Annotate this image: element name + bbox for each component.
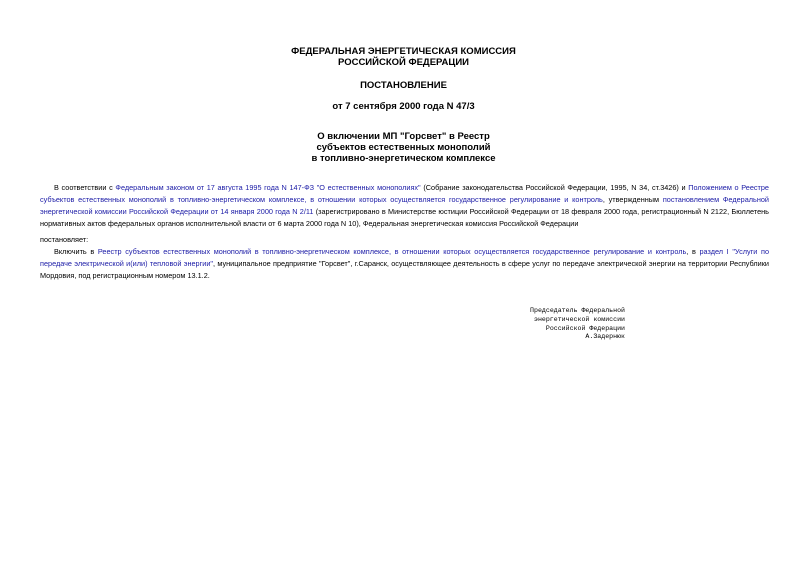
issuer-line-2: РОССИЙСКОЙ ФЕДЕРАЦИИ (337, 57, 469, 68)
signature-line-1: Председатель Федеральной (530, 307, 625, 314)
signature-line-3: Российской Федерации (545, 324, 625, 332)
preamble-paragraph (40, 182, 769, 230)
title-line-3: в топливно-энергетическом комплексе (311, 153, 496, 164)
issuer-header (0, 46, 807, 68)
document-title (0, 131, 807, 164)
preamble-text-4: (зарегистрировано в Министерстве юстиции Российской Федерации от 18 февраля 2000 года, регистрационный N 2122, Бюллетень нормативных актов федеральных органов исполнительной власти от 6 марта 2000 года N 10), Федеральная энергетическая комиссия Российской Федерации (40, 207, 769, 228)
preamble-text-3: , утвержденным (602, 195, 663, 204)
resolves-label: постановляет: (40, 235, 89, 244)
decision-text-1: Включить в (54, 247, 98, 256)
title-line-1: О включении МП "Горсвет" в Реестр (317, 131, 490, 142)
decision-text-2: , в (686, 247, 700, 256)
document-type (0, 80, 807, 91)
registry-link[interactable]: Реестр субъектов естественных монополий в топливно-энергетическом комплексе, в отношении которых осуществляется государственное регулирование и контроль (97, 247, 687, 256)
preamble-text-1: В соответствии с (54, 183, 116, 192)
fek-resolution-link[interactable]: постановлением Федеральной энергетической комиссии Российской Федерации от 14 января 2000 года N 2/11 (40, 195, 769, 216)
registry-regulation-link[interactable]: Положением о Реестре субъектов естественных монополий в топливно-энергетическом комплексе, в отношении которых осуществляется государственное регулирование и контроль (40, 183, 769, 204)
preamble-text-2: (Собрание законодательства Российской Федерации, 1995, N 34, ст.3426) и (420, 183, 689, 192)
document-date-number: от 7 сентября 2000 года N 47/3 (332, 101, 475, 112)
issuer-line-1: ФЕДЕРАЛЬНАЯ ЭНЕРГЕТИЧЕСКАЯ КОМИССИЯ (291, 46, 516, 57)
decision-paragraph (40, 246, 769, 282)
signature-name: А.Задернюк (585, 333, 625, 341)
document-date (0, 101, 807, 112)
document-type-label: ПОСТАНОВЛЕНИЕ (360, 80, 447, 91)
decision-text-3: , муниципальное предприятие "Горсвет", г.Саранск, осуществляющее деятельность в сфере услуг по передаче электрической энергии на территории Республики Мордовия, под регистрационным номером 13.1.2. (40, 259, 769, 280)
federal-law-link[interactable]: Федеральным законом от 17 августа 1995 года N 147-ФЗ "О естественных монополиях" (115, 183, 421, 192)
title-line-2: субъектов естественных монополий (316, 142, 491, 153)
signature-line-2: энергетической комиссии (533, 315, 625, 323)
signature-block (470, 307, 625, 342)
section-one-link[interactable]: раздел I "Услуги по передаче электрической и(или) тепловой энергии" (40, 247, 770, 268)
